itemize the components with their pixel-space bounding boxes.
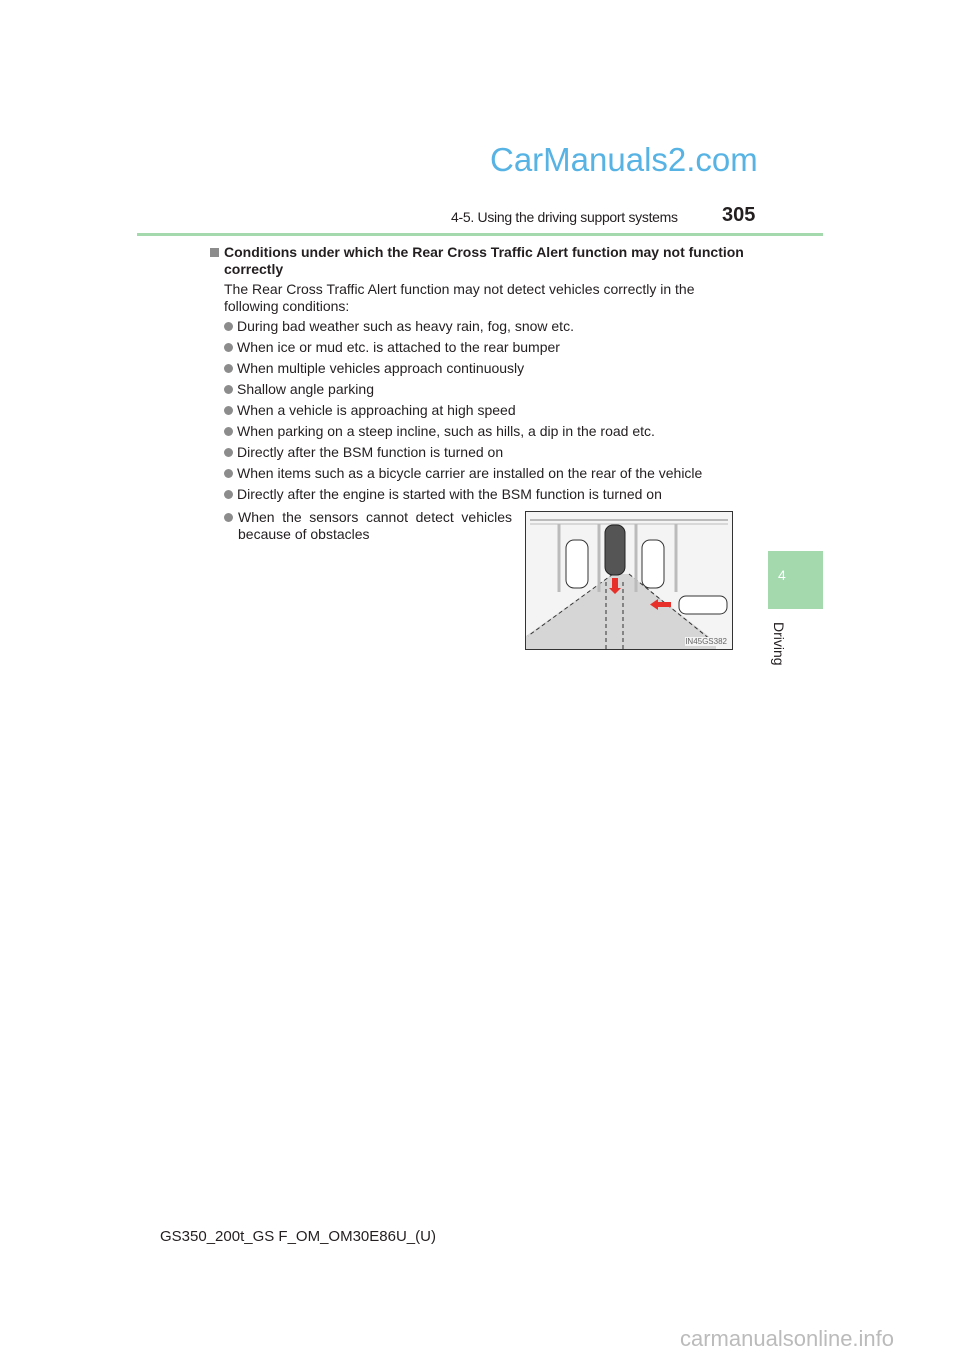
list-item: Directly after the BSM function is turned on [224,444,724,461]
list-item: Shallow angle parking [224,381,724,398]
bullet-icon [224,448,233,457]
bullet-icon [224,427,233,436]
list-item: When the sensors cannot detect vehicles because of obstacles [224,509,514,526]
page-number: 305 [722,204,756,226]
intro-text: The Rear Cross Traffic Alert function may not detect vehicles correctly in the following conditions: [224,281,695,314]
chapter-label: Driving [771,622,787,666]
bullet-icon [224,490,233,499]
list-item: When items such as a bicycle carrier are installed on the rear of the vehicle [224,465,724,482]
list-item: When parking on a steep incline, such as hills, a dip in the road etc. [224,423,724,440]
square-bullet-icon [210,248,219,257]
list-item: When ice or mud etc. is attached to the rear bumper [224,339,724,356]
watermark[interactable]: CarManuals2.com [490,141,758,178]
header-rule [137,233,823,236]
list-item: Directly after the engine is started with the BSM function is turned on [224,486,724,503]
figure-code: IN45GS382 [685,637,727,646]
parking-illustration [525,511,733,650]
section-title: 4-5. Using the driving support systems [451,209,678,225]
bullet-icon [224,364,233,373]
bullet-icon [224,322,233,331]
bullet-icon [224,469,233,478]
list-item: When a vehicle is approaching at high speed [224,402,724,419]
bullet-icon [224,385,233,394]
subheading: Conditions under which the Rear Cross Traffic Alert function may not function correctly [210,244,755,261]
chapter-tab[interactable]: 4 [768,551,823,609]
bullet-icon [224,513,233,522]
bullet-icon [224,406,233,415]
list-item: During bad weather such as heavy rain, fog, snow etc. [224,318,724,335]
footer-code: GS350_200t_GS F_OM_OM30E86U_(U) [160,1228,436,1245]
list-item: When multiple vehicles approach continuously [224,360,724,377]
footer-watermark[interactable]: carmanualsonline.info [680,1326,895,1351]
rear-cross-traffic-diagram [526,512,732,649]
bullet-icon [224,343,233,352]
